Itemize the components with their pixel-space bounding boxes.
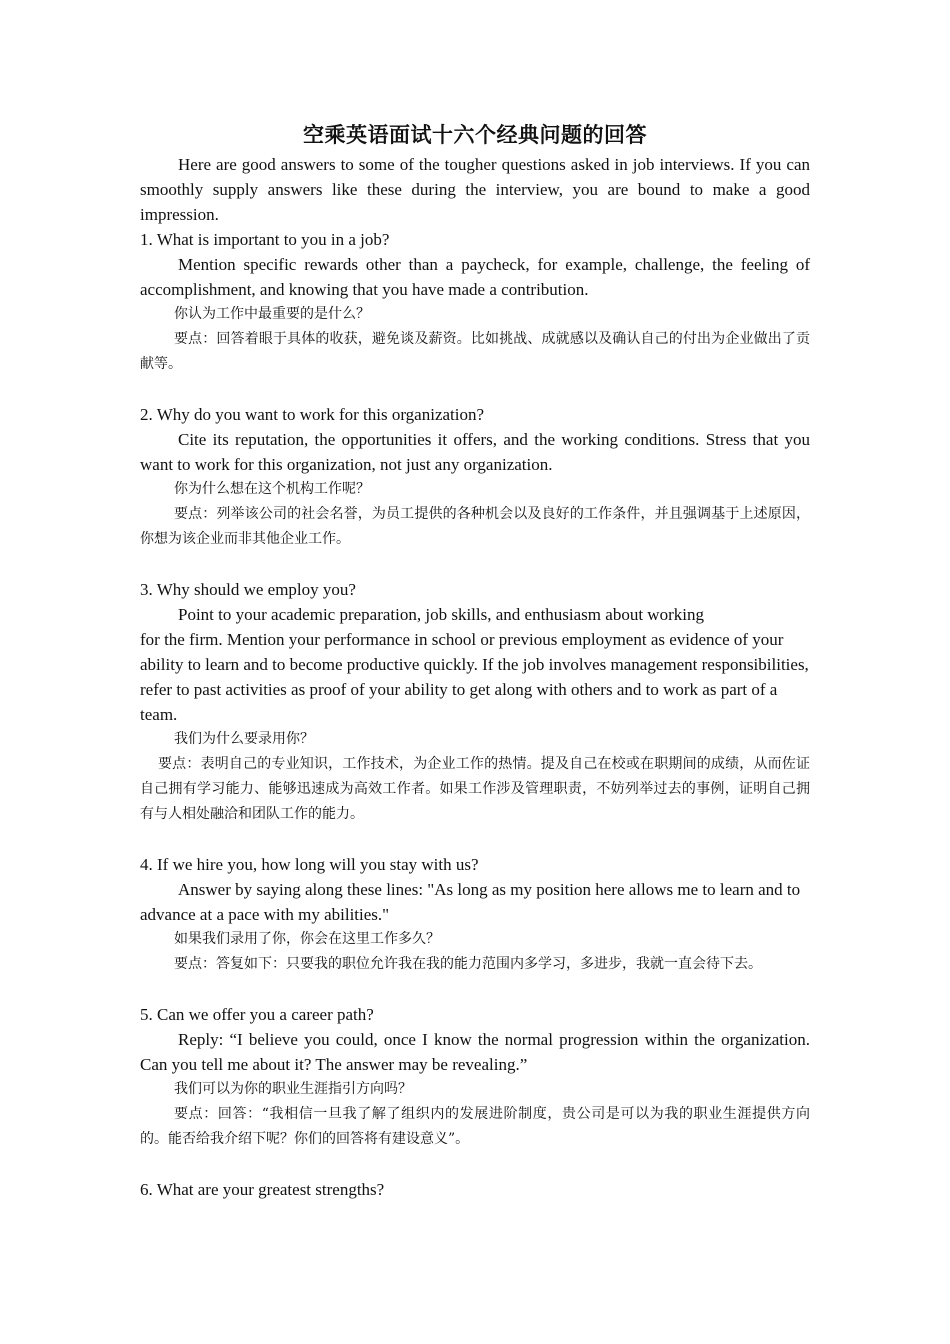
spacer — [140, 1152, 810, 1177]
zh-answer-1: 要点：回答着眼于具体的收获，避免谈及薪资。比如挑战、成就感以及确认自己的付出为企业做出了贡献等。 — [140, 331, 810, 372]
zh-question-5: 我们可以为你的职业生涯指引方向吗？ — [174, 1081, 412, 1097]
zh-answer-3: 要点：表明自己的专业知识，工作技术，为企业工作的热情。提及自己在校或在职期间的成绩，从而佐证自己拥有学习能力、能够迅速成为高效工作者。如果工作涉及管理职责，不妨列举过去的事例，证明自己拥有与人相处融洽和团队工作的能力。 — [140, 756, 810, 822]
spacer — [140, 827, 810, 852]
zh-question-4: 如果我们录用了你，你会在这里工作多久？ — [174, 931, 440, 947]
zh-question-3: 我们为什么要录用你？ — [174, 731, 314, 747]
spacer — [140, 552, 810, 577]
question-6: 6. What are your greatest strengths? — [140, 1180, 385, 1199]
question-2: 2. Why do you want to work for this organization? — [140, 405, 485, 424]
zh-answer-2: 要点：列举该公司的社会名誉，为员工提供的各种机会以及良好的工作条件，并且强调基于上述原因，你想为该企业而非其他企业工作。 — [140, 506, 810, 547]
answer-2: Cite its reputation, the opportunities it offers, and the working conditions. Stress that you want to work for this organization, not just any organization. — [140, 430, 810, 474]
zh-question-2: 你为什么想在这个机构工作呢？ — [174, 481, 370, 497]
document-page — [140, 118, 810, 1202]
zh-answer-4: 要点：答复如下：只要我的职位允许我在我的能力范围内多学习，多进步，我就一直会待下去。 — [174, 956, 762, 972]
answer-1: Mention specific rewards other than a paycheck, for example, challenge, the feeling of accomplishment, and knowing that you have made a contribution. — [140, 255, 810, 299]
document-title: 空乘英语面试十六个经典问题的回答 — [303, 122, 647, 147]
question-1: 1. What is important to you in a job? — [140, 230, 390, 249]
spacer — [140, 377, 810, 402]
question-5: 5. Can we offer you a career path? — [140, 1005, 374, 1024]
answer-3-first-line: Point to your academic preparation, job skills, and enthusiasm about working — [178, 605, 704, 624]
zh-answer-5: 要点：回答：“我相信一旦我了解了组织内的发展进阶制度，贵公司是可以为我的职业生涯提供方向的。能否给我介绍下呢？你们的回答将有建设意义”。 — [140, 1106, 810, 1147]
question-3: 3. Why should we employ you? — [140, 580, 356, 599]
answer-3: for the firm. Mention your performance in school or previous employment as evidence of your ability to learn and to become productive quickly. If the job involves management responsibilities, refer to past activities as proof of your ability to get along with others and to work as part of a team. — [140, 630, 809, 724]
spacer — [140, 977, 810, 1002]
answer-4: Answer by saying along these lines: "As long as my position here allows me to learn and to advance at a pace with my abilities." — [140, 880, 801, 924]
intro-paragraph: Here are good answers to some of the tougher questions asked in job interviews. If you can smoothly supply answers like these during the interview, you are bound to make a good impression. — [140, 155, 810, 224]
question-4: 4. If we hire you, how long will you stay with us? — [140, 855, 479, 874]
zh-question-1: 你认为工作中最重要的是什么？ — [174, 306, 370, 322]
answer-5: Reply: “I believe you could, once I know the normal progression within the organization. Can you tell me about it? The answer may be revealing.” — [140, 1030, 810, 1074]
